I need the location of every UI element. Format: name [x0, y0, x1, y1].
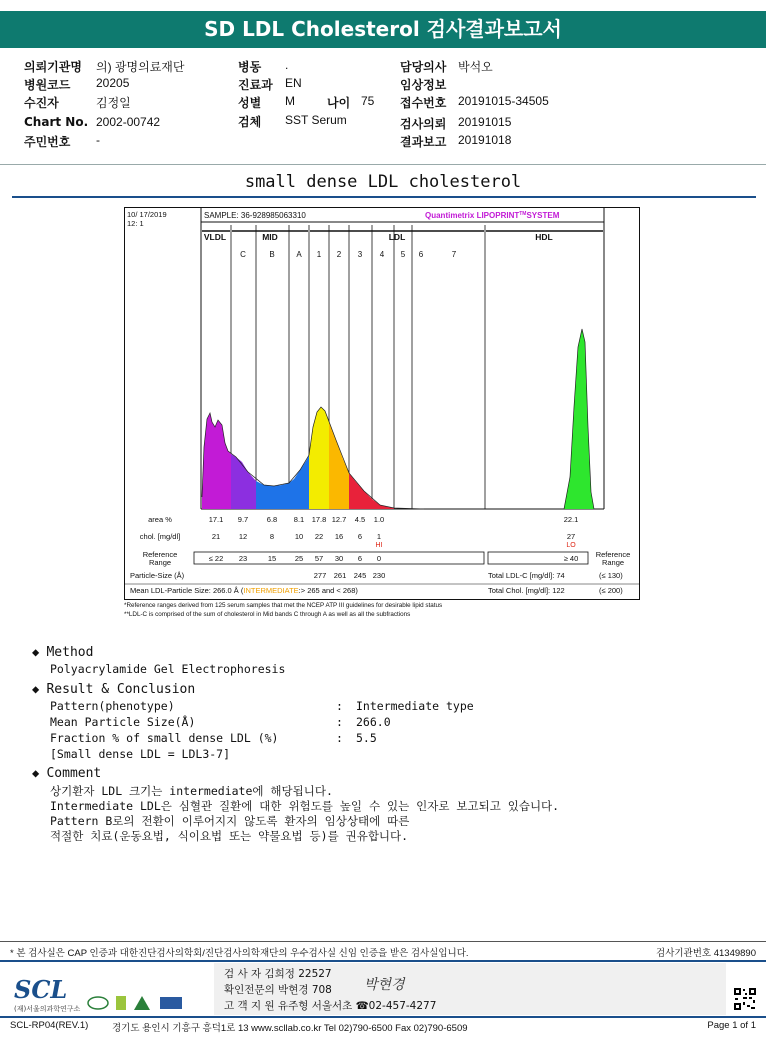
ref-value: ≤ 22: [208, 554, 224, 563]
chol-flag-lo: LO: [566, 542, 576, 549]
footer-divider: [0, 941, 766, 942]
chart-brand: Quantimetrix LIPOPRINT™SYSTEM: [425, 211, 560, 220]
header-label: [400, 58, 446, 75]
chol-value: 8: [269, 532, 275, 541]
particle-value: 277: [313, 571, 327, 580]
ref-value: 30: [334, 554, 344, 563]
result-colon: :: [336, 715, 343, 729]
org-number: 검사기관번호 41349890: [656, 948, 756, 959]
scl-logo: [14, 975, 80, 1014]
header-key: 병원코드: [24, 78, 71, 92]
result-key: Fraction % of small dense LDL (%): [50, 731, 279, 745]
ref-value: 6: [357, 554, 363, 563]
header-value: SST Serum: [285, 113, 347, 127]
diamond-icon: ◆: [32, 766, 40, 780]
particle-value: 230: [372, 571, 386, 580]
result-section: [32, 682, 195, 697]
chol-value: 1: [376, 532, 382, 541]
result-title: Result & Conclusion: [46, 682, 196, 697]
ref-value: 15: [267, 554, 277, 563]
header-key: 병동: [238, 60, 262, 74]
age-value: 75: [361, 94, 375, 108]
header-value: -: [96, 133, 100, 147]
cert-text: * 본 검사실은 CAP 인증과 대한진단검사의학회/진단검사의학재단의 우수검사실 신임 인증을 받은 검사실입니다.: [10, 948, 469, 959]
ref-value: 0: [376, 554, 382, 563]
signer-line: 고 객 지 원 유주형 서울서초 ☎02-457-4277: [224, 1000, 437, 1012]
particle-label: Particle-Size (Å): [130, 571, 185, 580]
signer-line: 확인전문의 박현경 708: [224, 984, 332, 996]
area-value: 17.1: [208, 515, 224, 524]
band-label: C: [240, 250, 246, 259]
mean-category: INTERMEDIATE: [243, 586, 299, 595]
header-value: M: [285, 94, 295, 108]
area-value: 12.7: [331, 515, 347, 524]
signer-line: 검 사 자 김희정 22527: [224, 968, 332, 980]
mean-size: Mean LDL-Particle Size: 266.0 Å (INTERMEDIATE:> 265 and < 268): [130, 586, 358, 595]
ref-value: 57: [314, 554, 324, 563]
particle-value: 261: [333, 571, 347, 580]
accreditation-logos: [86, 993, 186, 1017]
comment-section: [32, 766, 101, 781]
area-value: 4.5: [354, 515, 366, 524]
total-ldl-ref: (≤ 130): [599, 571, 623, 580]
total-ldl: Total LDL-C [mg/dl]: 74: [488, 571, 565, 580]
chol-flag-hi: HI: [375, 542, 383, 549]
form-code: SCL-RP04(REV.1): [10, 1020, 89, 1031]
logo-text: SCL: [14, 975, 68, 1004]
result-colon: :: [336, 699, 343, 713]
chol-value: 6: [357, 532, 363, 541]
header-value: 20205: [96, 76, 130, 90]
header-value: 20191018: [458, 133, 512, 147]
footer-rule-2: [0, 1016, 766, 1018]
diamond-icon: ◆: [32, 682, 40, 696]
result-value: 5.5: [356, 731, 377, 745]
header-label: [238, 58, 261, 75]
chart-date: 10/ 17/2019: [127, 210, 167, 219]
result-value: 266.0: [356, 715, 391, 729]
header-value: 김정일: [96, 96, 131, 110]
result-key: Pattern(phenotype): [50, 699, 175, 713]
ref-hdl-value: ≥ 40: [563, 554, 579, 563]
header-label: [238, 113, 261, 130]
header-key: 주민번호: [24, 135, 71, 149]
header-label: [400, 76, 446, 93]
result-value: Intermediate type: [356, 699, 474, 713]
group-label-ldl: LDL: [388, 232, 406, 242]
chart-sample: SAMPLE: 36-928985063310: [204, 211, 306, 220]
header-key: 검사의뢰: [400, 117, 447, 131]
age-label: 나이: [327, 96, 351, 110]
comment-line: Intermediate LDL은 심혈관 질환에 대한 위험도를 높일 수 있는 인자로 보고되고 있습니다.: [50, 799, 560, 813]
header-key: 진료과: [238, 78, 273, 92]
header-key: 의뢰기관명: [24, 60, 82, 74]
header-label: [24, 115, 88, 129]
ref-right-1: Reference: [595, 550, 631, 559]
section-underline: [12, 196, 756, 198]
header-key: 성별: [238, 96, 262, 110]
header-key: 담당의사: [400, 60, 447, 74]
method-text: Polyacrylamide Gel Electrophoresis: [50, 662, 286, 676]
comment-line: Pattern B로의 전환이 이루어지지 않도록 환자의 임상상태에 따른: [50, 814, 410, 828]
comment-title: Comment: [46, 766, 102, 781]
chol-value: 16: [334, 532, 344, 541]
row-label-area: area %: [148, 515, 172, 524]
area-value: 1.0: [373, 515, 385, 524]
ref-value: 23: [238, 554, 248, 563]
page-number: Page 1 of 1: [707, 1020, 756, 1031]
ref-label-2: Range: [148, 558, 172, 567]
header-key: 수진자: [24, 96, 59, 110]
header-key: 결과보고: [400, 135, 447, 149]
logo-subtext: (재)서울의과학연구소: [14, 1005, 81, 1013]
chart-brand-suffix: SYSTEM: [526, 211, 560, 220]
area-value: 8.1: [293, 515, 305, 524]
area-value: 17.8: [311, 515, 327, 524]
band-label: 2: [336, 250, 342, 259]
area-value: 9.7: [237, 515, 249, 524]
group-label-mid: MID: [262, 232, 278, 242]
chart-svg: [124, 207, 640, 618]
band-label: 5: [400, 250, 406, 259]
chart-brand-tm: TM: [519, 211, 527, 217]
footnote-2: **LDL-C is comprised of the sum of cholesterol in Mid bands C through A as well as all the subfractions: [124, 611, 411, 618]
chol-hdl-value: 27: [566, 532, 576, 541]
group-label-hdl: HDL: [535, 232, 553, 242]
diamond-icon: ◆: [32, 645, 40, 659]
header-value: 20191015-34505: [458, 94, 549, 108]
chol-value: 22: [314, 532, 324, 541]
report-title: SD LDL Cholesterol 검사결과보고서: [0, 11, 766, 48]
band-label: 6: [418, 250, 424, 259]
header-label: [400, 115, 446, 132]
header-key: 임상정보: [400, 78, 447, 92]
chart-run: 12: 1: [127, 219, 144, 228]
ref-right-2: Range: [601, 558, 625, 567]
footer-rule: [0, 960, 766, 962]
header-value: 박석오: [458, 60, 493, 74]
header-value: .: [285, 58, 289, 72]
chol-value: 12: [238, 532, 248, 541]
address: 경기도 용인시 기흥구 흥덕1로 13 www.scllab.co.kr Tel 02)790-6500 Fax 02)790-6509: [112, 1023, 468, 1034]
row-label-chol: chol. [mg/dl]: [139, 532, 181, 541]
header-value: EN: [285, 76, 302, 90]
band-label: 3: [357, 250, 363, 259]
result-note: [Small dense LDL = LDL3-7]: [50, 747, 231, 761]
chart-frame: [125, 208, 640, 600]
header-label: [24, 94, 59, 111]
ref-value: 25: [294, 554, 304, 563]
total-chol-ref: (≤ 200): [599, 586, 623, 595]
header-value: 20191015: [458, 115, 512, 129]
band-label: 1: [316, 250, 322, 259]
ref-label-1: Reference: [142, 550, 178, 559]
accreditation-icon: [86, 993, 186, 1013]
result-key: Mean Particle Size(Å): [50, 715, 196, 729]
method-title: Method: [46, 645, 94, 660]
area-hdl-value: 22.1: [563, 515, 579, 524]
method-section: [32, 645, 93, 660]
header-key: Chart No.: [24, 115, 89, 129]
header-label: [24, 133, 70, 150]
area-value: 6.8: [266, 515, 278, 524]
mean-range: :> 265 and < 268): [298, 586, 358, 595]
header-label: [24, 58, 82, 75]
qr-code-icon: [734, 988, 756, 1010]
footnote-1: *Reference ranges derived from 125 serum samples that met the NCEP ATP III guidelines for desirable lipid status: [124, 602, 443, 609]
section-title: small dense LDL cholesterol: [244, 172, 522, 192]
signature-panel: [214, 963, 726, 1015]
header-key: 접수번호: [400, 96, 447, 110]
header-label: [400, 94, 446, 111]
band-label: B: [269, 250, 275, 259]
comment-line: 적절한 치료(운동요법, 식이요법 또는 약물요법 등)를 권유합니다.: [50, 829, 409, 843]
comment-line: 상기환자 LDL 크기는 intermediate에 해당됩니다.: [50, 784, 333, 798]
signature-image: 박현경: [364, 977, 405, 993]
band-label: 7: [451, 250, 457, 259]
header-label: [238, 94, 261, 111]
header-value: 2002-00742: [96, 115, 161, 129]
header-label: [24, 76, 70, 93]
result-colon: :: [336, 731, 343, 745]
band-label: 4: [379, 250, 385, 259]
header-value: 의) 광명의료재단: [96, 60, 185, 74]
header-key: 검체: [238, 115, 262, 129]
chol-value: 10: [294, 532, 304, 541]
divider: [0, 164, 766, 165]
total-chol: Total Chol. [mg/dl]: 122: [488, 586, 565, 595]
band-label: A: [296, 250, 302, 259]
particle-value: 245: [353, 571, 367, 580]
group-label-vldl: VLDL: [203, 232, 227, 242]
header-label: [238, 76, 273, 93]
header-label: [400, 133, 446, 150]
chol-value: 21: [211, 532, 221, 541]
lipoprint-chart: [124, 207, 640, 618]
